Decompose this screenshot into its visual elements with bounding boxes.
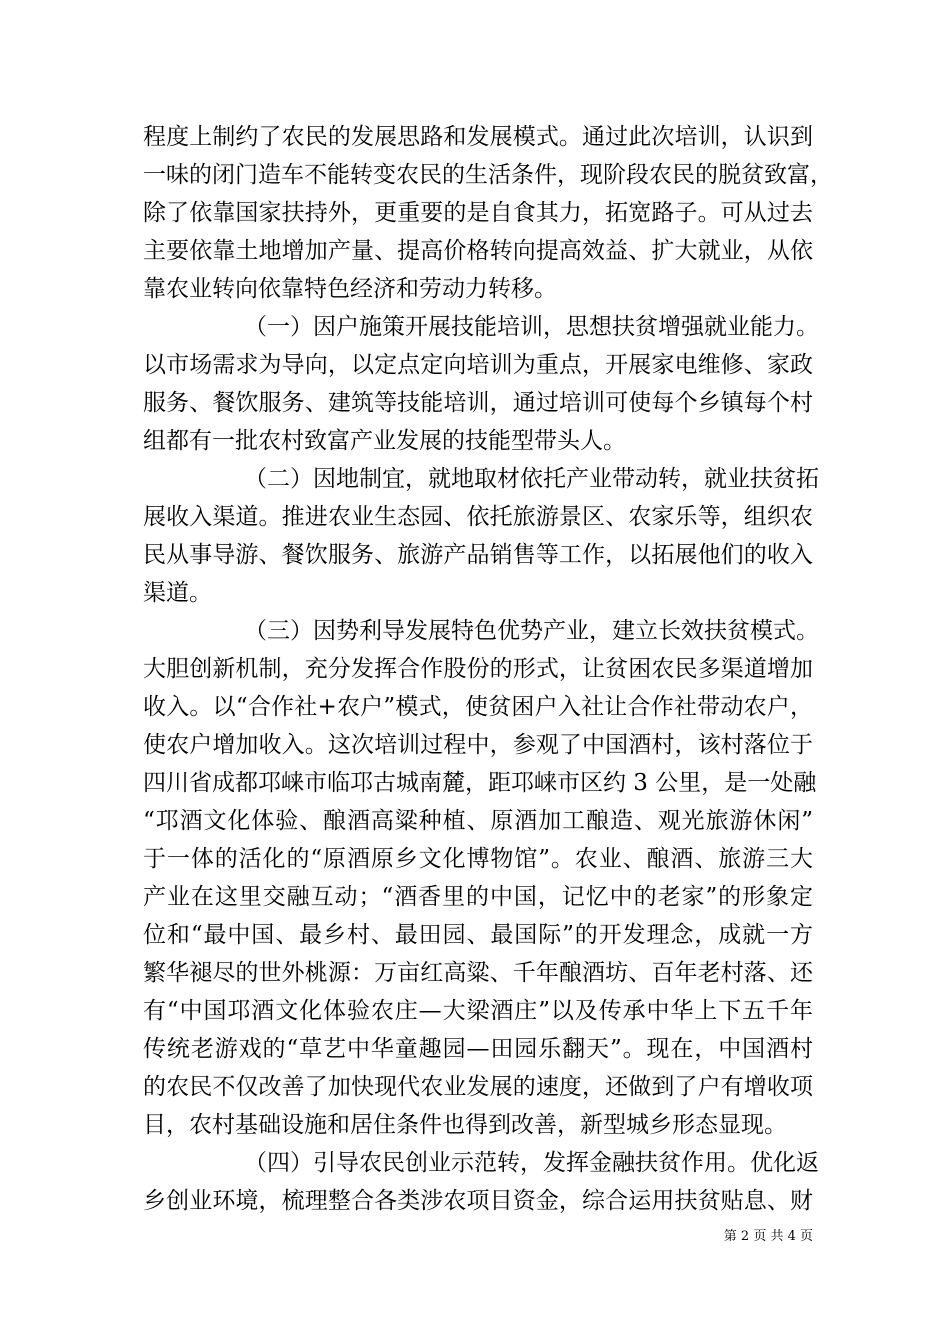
body-text-line: 目，农村基础设施和居住条件也得到改善，新型城乡形态显现。 — [143, 1112, 787, 1138]
body-text-line: 渠道。 — [143, 580, 212, 606]
body-text-line: 位和“最中国、最乡村、最田园、最国际”的开发理念，成就一方 — [143, 922, 813, 948]
body-text-line: 传统老游戏的“草艺中华童趣园—田园乐翻天”。现在，中国酒村 — [143, 1036, 813, 1062]
body-text-line: 组都有一批农村致富产业发展的技能型带头人。 — [143, 428, 626, 454]
body-text-line: 展收入渠道。推进农业生态园、依托旅游景区、农家乐等，组织农 — [143, 504, 813, 530]
body-text-line: 收入。以“合作社+农户”模式，使贫困户入社让合作社带动农户， — [143, 694, 813, 720]
body-text-line: 民从事导游、餐饮服务、旅游产品销售等工作，以拓展他们的收入 — [143, 542, 813, 568]
body-text-line: 繁华褪尽的世外桃源：万亩红高粱、千年酿酒坊、百年老村落、还 — [143, 960, 813, 986]
body-text-line: 于一体的活化的“原酒原乡文化博物馆”。农业、酿酒、旅游三大 — [143, 846, 813, 872]
body-text-line: 四川省成都邛崃市临邛古城南麓，距邛崃市区约 3 公里，是一处融 — [143, 770, 817, 796]
body-text-line: 乡创业环境，梳理整合各类涉农项目资金，综合运用扶贫贴息、财 — [143, 1188, 813, 1214]
body-text-line: 主要依靠土地增加产量、提高价格转向提高效益、扩大就业，从依 — [143, 238, 813, 264]
body-text-line: 程度上制约了农民的发展思路和发展模式。通过此次培训，认识到 — [143, 124, 813, 150]
body-text-line: 使农户增加收入。这次培训过程中，参观了中国酒村，该村落位于 — [143, 732, 813, 758]
body-text-line: 服务、餐饮服务、建筑等技能培训，通过培训可使每个乡镇每个村 — [143, 390, 813, 416]
section-heading-line: （一）因户施策开展技能培训，思想扶贫增强就业能力。 — [244, 314, 819, 340]
body-text-line: “邛酒文化体验、酿酒高粱种植、原酒加工酿造、观光旅游休闲” — [143, 808, 813, 834]
section-heading-line: （三）因势利导发展特色优势产业，建立长效扶贫模式。 — [244, 618, 819, 644]
body-text-line: 有“中国邛酒文化体验农庄—大梁酒庄”以及传承中华上下五千年 — [143, 998, 813, 1024]
body-text-line: 靠农业转向依靠特色经济和劳动力转移。 — [143, 276, 557, 302]
body-text-line: 以市场需求为导向，以定点定向培训为重点，开展家电维修、家政 — [143, 352, 813, 378]
body-text-line: 除了依靠国家扶持外，更重要的是自食其力，拓宽路子。可从过去 — [143, 200, 813, 226]
page-number-footer: 第 2 页 共 4 页 — [723, 1229, 813, 1244]
body-text-line: 的农民不仅改善了加快现代农业发展的速度，还做到了户有增收项 — [143, 1074, 813, 1100]
body-text-line: 一味的闭门造车不能转变农民的生活条件，现阶段农民的脱贫致富， — [143, 162, 833, 188]
section-heading-line: （四）引导农民创业示范转，发挥金融扶贫作用。优化返 — [244, 1150, 819, 1176]
body-text-line: 大胆创新机制，充分发挥合作股份的形式，让贫困农民多渠道增加 — [143, 656, 813, 682]
body-text-line: 产业在这里交融互动；“酒香里的中国，记忆中的老家”的形象定 — [143, 884, 813, 910]
section-heading-line: （二）因地制宜，就地取材依托产业带动转，就业扶贫拓 — [244, 466, 819, 492]
